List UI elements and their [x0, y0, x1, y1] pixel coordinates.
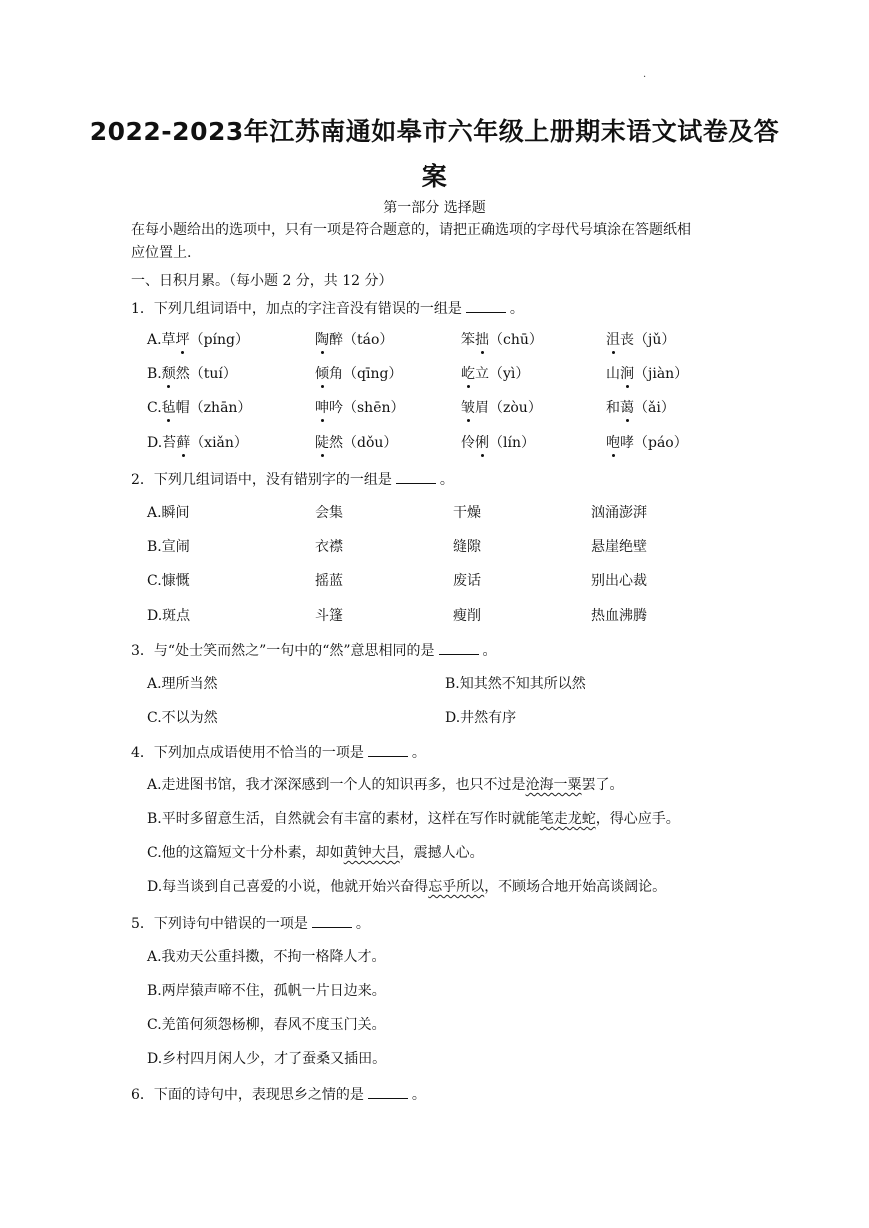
q5-option-d: D.乡村四月闲人少，才了蚕桑又插田。: [147, 1051, 387, 1067]
q1-option-c-word4: 和蔼（ǎi）: [606, 400, 675, 416]
q5-option-b: B.两岸猿声啼不住，孤帆一片日边来。: [147, 983, 386, 999]
instruction-line2: 应位置上.: [131, 245, 192, 261]
answer-blank: [368, 742, 408, 757]
question-2-stem: [131, 469, 454, 490]
question-1-stem: [131, 298, 524, 319]
option-text: ，震撼人心。: [399, 845, 484, 861]
q2-c-2: 摇蓝: [315, 573, 343, 589]
q1-option-c: C.毡帽（zhān）: [147, 400, 252, 416]
q2-c-3: 废话: [453, 573, 481, 589]
marked-idiom: 沧海一粟: [525, 777, 582, 793]
q1-option-c-word3: 皱眉（zòu）: [461, 400, 542, 416]
header-mark: ·: [643, 72, 647, 83]
q2-a-3: 干燥: [453, 505, 481, 521]
question-5-stem: [131, 913, 370, 934]
question-text: 3．与“处士笑而然之”一句中的“然”意思相同的是: [131, 643, 435, 659]
answer-blank: [396, 469, 436, 484]
option-text: D.每当谈到自己喜爱的小说，他就开始兴奋得: [147, 879, 429, 895]
option-text: B.平时多留意生活，自然就会有丰富的素材，这样在写作时就能: [147, 811, 540, 827]
q1-option-a-word2: 陶醉（táo）: [315, 332, 394, 348]
q2-b-1: B.宣闹: [147, 539, 190, 555]
q4-option-c: [147, 843, 484, 863]
answer-blank: [312, 913, 352, 928]
q1-option-d-word2: 陡然（dǒu）: [315, 435, 398, 451]
question-3-stem: [131, 640, 497, 661]
question-text: 5．下列诗句中错误的一项是: [131, 916, 308, 932]
q2-b-4: 悬崖绝壁: [591, 539, 647, 555]
q1-option-a-word4: 沮丧（jǔ）: [606, 332, 676, 348]
q2-a-2: 会集: [315, 505, 343, 521]
q1-option-b-word2: 倾角（qīng）: [315, 366, 403, 382]
q1-option-d: D.苔藓（xiǎn）: [147, 435, 248, 451]
q4-option-d: [147, 877, 666, 897]
marked-idiom: 黄钟大吕: [343, 845, 400, 861]
q1-option-c-word2: 呻吟（shēn）: [315, 400, 405, 416]
question-4-stem: [131, 742, 426, 763]
option-text: ，得心应手。: [595, 811, 680, 827]
pinyin: píng: [203, 332, 235, 348]
exam-title-line2: 案: [421, 162, 448, 191]
answer-blank: [368, 1084, 408, 1099]
q1-option-b: B.颓然（tuí）: [147, 366, 237, 382]
q3-option-d: D.井然有序: [445, 710, 517, 726]
q2-d-3: 瘦削: [453, 608, 481, 624]
question-6-stem: [131, 1084, 426, 1105]
q4-option-a: [147, 775, 624, 795]
q3-option-a: A.理所当然: [147, 676, 218, 692]
q1-option-a-word3: 笨拙（chū）: [461, 332, 543, 348]
q1-option-b-word3: 屹立（yì）: [461, 366, 530, 382]
q2-c-4: 别出心裁: [591, 573, 647, 589]
option-text: A.走进图书馆，我才深深感到一个人的知识再多，也只不过是: [147, 777, 526, 793]
q1-option-d-word3: 伶俐（lín）: [461, 435, 535, 451]
question-text: 2．下列几组词语中，没有错别字的一组是: [131, 472, 392, 488]
q2-a-4: 汹涌澎湃: [591, 505, 647, 521]
q5-option-c: C.羌笛何须怨杨柳，春风不度玉门关。: [147, 1017, 386, 1033]
q4-option-b: [147, 809, 680, 829]
question-text: 6．下面的诗句中，表现思乡之情的是: [131, 1087, 364, 1103]
option-text: ，不顾场合地开始高谈阔论。: [484, 879, 667, 895]
q3-option-b: B.知其然不知其所以然: [445, 676, 586, 692]
section-heading: 一、日积月累。（每小题 2 分，共 12 分）: [131, 273, 393, 289]
exam-title-line1: 2022-2023年江苏南通如皋市六年级上册期末语文试卷及答: [89, 117, 780, 146]
option-text: C.他的这篇短文十分朴素，却如: [147, 845, 344, 861]
question-end: 。: [355, 916, 370, 932]
question-text: 4．下列加点成语使用不恰当的一项是: [131, 745, 364, 761]
q1-option-d-word4: 咆哮（páo）: [606, 435, 688, 451]
question-end: 。: [439, 472, 454, 488]
q1-option-b-word4: 山涧（jiàn）: [606, 366, 689, 382]
q2-b-2: 衣襟: [315, 539, 343, 555]
q5-option-a: A.我劝天公重抖擞，不拘一格降人才。: [147, 949, 386, 965]
question-end: 。: [411, 745, 426, 761]
q1-option-a: A.草坪（píng）: [147, 332, 249, 348]
q2-d-2: 斗篷: [315, 608, 343, 624]
q3-option-c: C.不以为然: [147, 710, 218, 726]
answer-blank: [439, 640, 479, 655]
q2-d-4: 热血沸腾: [591, 608, 647, 624]
q2-b-3: 缝隙: [453, 539, 481, 555]
marked-idiom: 笔走龙蛇: [539, 811, 596, 827]
option-text: 罢了。: [581, 777, 624, 793]
question-text: 1．下列几组词语中，加点的字注音没有错误的一组是: [131, 301, 462, 317]
answer-blank: [466, 298, 506, 313]
question-end: 。: [411, 1087, 426, 1103]
question-end: 。: [509, 301, 524, 317]
instruction-line1: 在每小题给出的选项中，只有一项是符合题意的，请把正确选项的字母代号填涂在答题纸相: [131, 222, 691, 238]
part-heading: 第一部分 选择题: [383, 200, 486, 216]
q2-a-1: A.瞬间: [147, 505, 190, 521]
q2-c-1: C.慷慨: [147, 573, 190, 589]
marked-idiom: 忘乎所以: [428, 879, 485, 895]
question-end: 。: [482, 643, 497, 659]
q2-d-1: D.斑点: [147, 608, 191, 624]
